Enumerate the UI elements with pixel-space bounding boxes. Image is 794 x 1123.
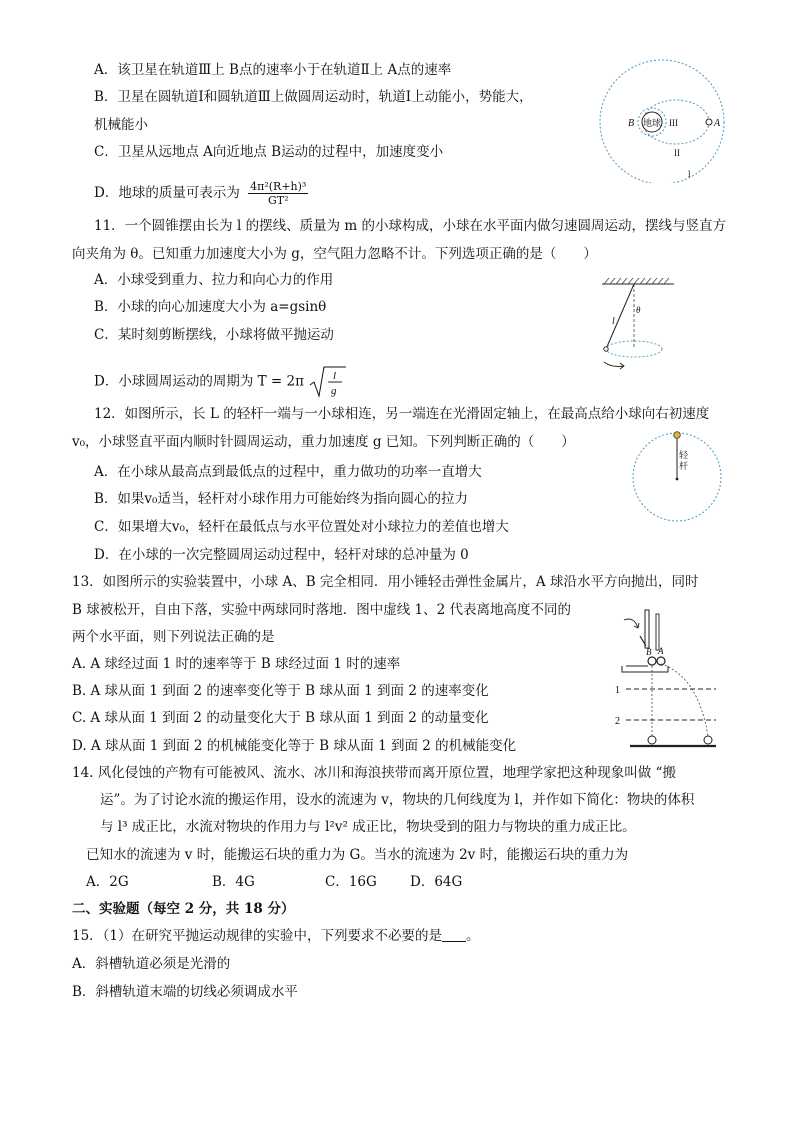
q12-option-d: D．在小球的一次完整圆周运动过程中，轻杆对球的总冲量为 0	[94, 547, 469, 563]
q10-option-b-line2: 机械能小	[94, 117, 148, 133]
apparatus-label-b: B	[646, 647, 652, 657]
plane-label-2: 2	[615, 716, 620, 727]
q13-option-c: C. A 球从面 1 到面 2 的动量变化大于 B 球从面 1 到面 2 的动量变化	[72, 710, 489, 726]
q14-stem-line2: 运”。为了讨论水流的搬运作用，设水的流速为 v，物块的几何线度为 l，并作如下简化：物块的体积	[100, 792, 695, 808]
orbit-label-b: B	[628, 118, 635, 129]
q14-stem-line1: 14. 风化侵蚀的产物有可能被风、流水、冰川和海浪挟带而离开原位置，地理学家把这种现象叫做 “搬	[72, 765, 676, 781]
q11-option-c: C．某时刻剪断摆线，小球将做平抛运动	[94, 327, 334, 343]
q11-option-b: B．小球的向心加速度大小为 a=gsinθ	[94, 299, 327, 315]
q11-option-d	[94, 365, 348, 399]
rod-pivot	[676, 478, 679, 481]
pendulum-label-l: l	[612, 316, 615, 327]
q13-option-d: D. A 球从面 1 到面 2 的机械能变化等于 B 球从面 1 到面 2 的机械能变化	[72, 738, 517, 754]
q10-formula-denominator: GT²	[267, 194, 289, 207]
q11-option-d-text: D．小球圆周运动的周期为 T = 2π	[94, 373, 304, 390]
q10-option-d-text: D．地球的质量可表示为	[94, 185, 240, 201]
q10-mass-formula	[248, 180, 308, 207]
pendulum-label-theta: θ	[636, 305, 641, 315]
ball-a	[657, 657, 665, 665]
stand-post	[656, 614, 659, 650]
q14-option-c: C．16G	[325, 874, 377, 890]
q14-option-d: D．64G	[410, 874, 463, 890]
q12-stem-line2: v₀，小球竖直平面内顺时针圆周运动，重力加速度 g 已知。下列判断正确的（ ）	[72, 434, 575, 450]
q14-stem-line3: 与 l³ 成正比，水流对物块的作用力与 l²v² 成正比，物块受到的阻力与物块的重力成正比。	[100, 819, 636, 835]
q13-stem-line3: 两个水平面，则下列说法正确的是	[72, 629, 275, 645]
q11-sqrt-denominator: g	[331, 385, 337, 397]
orbit-label-ii: II	[674, 148, 680, 158]
q13-stem-line1: 13．如图所示的实验装置中，小球 A、B 完全相同．用小锤轻击弹性金属片，A 球沿水平方向抛出，同时	[72, 574, 699, 590]
q12-option-a: A．在小球从最高点到最低点的过程中，重力做功的功率一直增大	[94, 464, 482, 480]
q11-period-sqrt	[308, 365, 348, 399]
ball-b	[648, 657, 656, 665]
q11-sqrt-numerator: l	[333, 370, 337, 382]
q10-option-d	[94, 180, 308, 207]
orbit-label-i: l	[688, 169, 691, 179]
q11-stem-line1: 11．一个圆锥摆由长为 l 的摆线、质量为 m 的小球构成，小球在水平面内做匀速圆周运动，摆线与竖直方	[94, 218, 726, 234]
q10-formula-numerator: 4π²(R+h)³	[250, 180, 307, 193]
q13-option-b: B. A 球从面 1 到面 2 的速率变化等于 B 球从面 1 到面 2 的速率变化	[72, 683, 489, 699]
projectile-apparatus-diagram	[612, 606, 720, 754]
ball-a-landed	[704, 736, 712, 744]
orbit-label-a: A	[714, 118, 721, 129]
pendulum-ball	[604, 347, 608, 351]
rod-circle-diagram	[630, 430, 724, 524]
rod-label-2: 杆	[679, 462, 689, 472]
ceiling-hatching	[604, 278, 669, 284]
apparatus-label-a: A	[658, 646, 664, 656]
q14-option-a: A．2G	[86, 874, 129, 890]
q15-option-a: A．斜槽轨道必须是光滑的	[72, 956, 231, 972]
q14-option-b: B．4G	[212, 874, 255, 890]
satellite-a	[706, 119, 712, 125]
q14-stem-line4: 已知水的流速为 v 时，能搬运石块的重力为 G。当水的流速为 2v 时，能搬运石块的重力为	[86, 847, 629, 863]
q13-stem-line2: B 球被松开，自由下落，实验中两球同时落地．图中虚线 1、2 代表离地高度不同的	[72, 602, 571, 618]
q12-option-c: C．如果增大v₀，轻杆在最低点与水平位置处对小球拉力的差值也增大	[94, 519, 509, 535]
q15-option-b: B．斜槽轨道末端的切线必须调成水平	[72, 984, 298, 1000]
q10-option-c: C．卫星从远地点 A向近地点 B运动的过程中，加速度变小	[94, 144, 444, 160]
conical-pendulum-diagram	[596, 276, 696, 376]
base-bracket	[622, 666, 668, 672]
q15-stem-text: 15．（1）在研究平抛运动规律的实验中，下列要求不必要的是	[72, 928, 443, 944]
q10-option-b-line1: B．卫星在圆轨道Ⅰ和圆轨道Ⅲ上做圆周运动时，轨道Ⅰ上动能小，势能大，	[94, 89, 533, 105]
q15-answer-blank	[442, 927, 466, 942]
q12-stem-line1: 12．如图所示，长 L 的轻杆一端与一小球相连，另一端连在光滑固定轴上，在最高点给小球向右初速度	[94, 406, 710, 422]
section-2-title: 二、实验题（每空 2 分，共 18 分）	[72, 901, 295, 917]
plane-label-1: 1	[615, 685, 620, 696]
q10-option-a: A．该卫星在轨道Ⅲ上 B点的速率小于在轨道Ⅱ上 A点的速率	[94, 62, 452, 78]
q15-stem-end: 。	[466, 928, 480, 944]
rod-label-1: 轻	[679, 451, 689, 461]
pendulum-string	[606, 284, 634, 349]
a-parabola-path	[661, 664, 708, 736]
q11-stem-line2: 向夹角为 θ。已知重力加速度大小为 g，空气阻力忽略不计。下列选项正确的是（ ）	[72, 246, 597, 262]
metal-plate	[645, 610, 649, 648]
orbit-label-iii: III	[669, 118, 678, 128]
orbit-diagram	[590, 58, 740, 183]
sqrt-sign	[308, 365, 348, 399]
ball-b-landed	[648, 736, 656, 744]
q13-option-a: A. A 球经过面 1 时的速率等于 B 球经过面 1 时的速率	[72, 656, 401, 672]
q12-option-b: B．如果v₀适当，轻杆对小球作用力可能始终为指向圆心的拉力	[94, 491, 468, 507]
rod-ball	[674, 432, 681, 439]
orbit-label-earth: 地球	[643, 119, 662, 129]
q11-option-a: A．小球受到重力、拉力和向心力的作用	[94, 272, 334, 288]
q15-stem	[72, 927, 480, 945]
